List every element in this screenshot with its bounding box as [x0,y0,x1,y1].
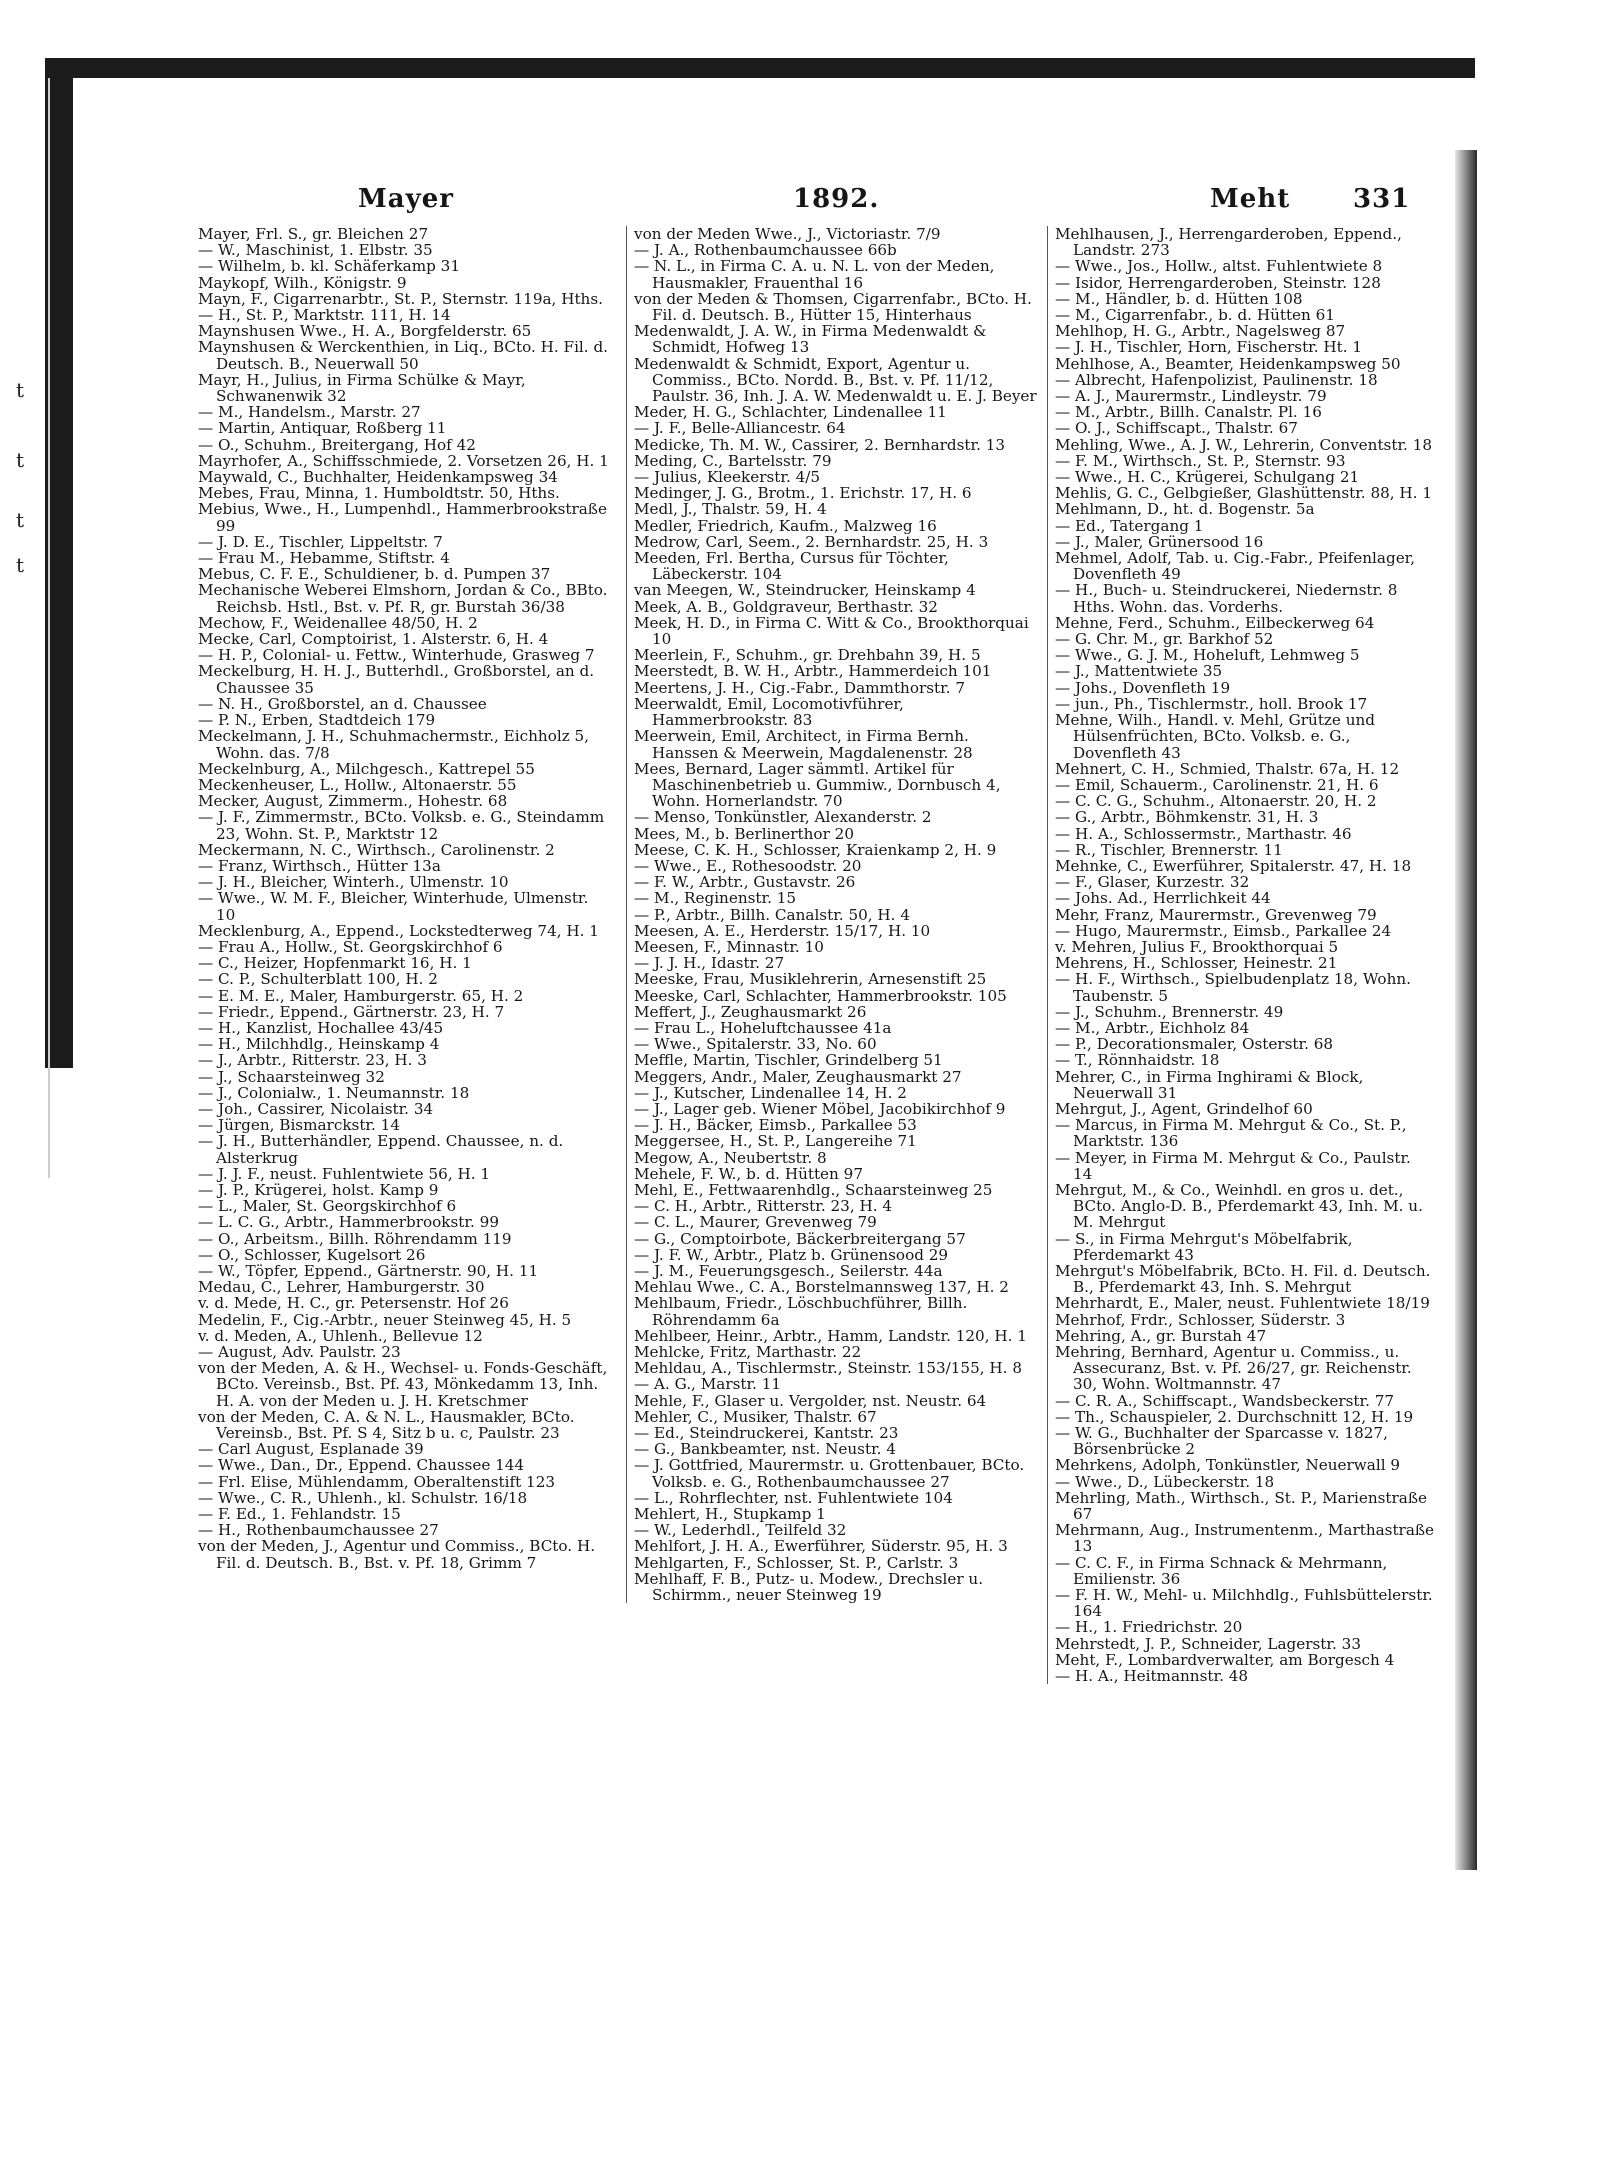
directory-entry: Mecklenburg, A., Eppend., Lockstedterweg 74, H. 1 [198,921,599,940]
directory-entry: Meckelburg, H. H. J., Butterhdl., Großborstel, an d. Chaussee 35 [198,662,595,697]
directory-entry: Mehrmann, Aug., Instrumentenm., Marthastraße 13 [1055,1521,1435,1556]
directory-entry: — G. Chr. M., gr. Barkhof 52 [1055,630,1274,649]
directory-entry: Meerlein, F., Schuhm., gr. Drehbahn 39, H. 5 [634,646,981,665]
directory-entry: Meckermann, N. C., Wirthsch., Carolinenstr. 2 [198,840,555,859]
directory-entry: — C. L., Maurer, Grevenweg 79 [634,1213,877,1232]
page-number: 331 [1353,184,1411,214]
directory-entry: Mehling, Wwe., A. J. W., Lehrerin, Conventstr. 18 [1055,435,1433,454]
directory-entry: — Frau M., Hebamme, Stiftstr. 4 [198,549,450,568]
header-last-name: Meht [1210,184,1291,214]
directory-entry: — H., Kanzlist, Hochallee 43/45 [198,1018,444,1037]
directory-entry: — Friedr., Eppend., Gärtnerstr. 23, H. 7 [198,1002,505,1021]
directory-entry: von der Meden, A. & H., Wechsel- u. Fonds-Geschäft, BCto. Vereinsb., Bst. Pf. 43, Mönkedamm 13, Inh. H. A. von der Meden u. J. H. Kretschmer [198,1359,608,1410]
directory-entry: Medelin, F., Cig.-Arbtr., neuer Steinweg 45, H. 5 [198,1310,572,1329]
directory-entry: — Martin, Antiquar, Roßberg 11 [198,419,447,438]
column-2 [626,226,1039,1603]
directory-entry: Meffert, J., Zeughausmarkt 26 [634,1002,867,1021]
directory-entry: — Wwe., Dan., Dr., Eppend. Chaussee 144 [198,1456,525,1475]
directory-entry: Medler, Friedrich, Kaufm., Malzweg 16 [634,516,937,535]
directory-entry: — Wwe., W. M. F., Bleicher, Winterhude, Ulmenstr. 10 [198,889,589,924]
directory-entry: — Jürgen, Bismarckstr. 14 [198,1116,400,1135]
directory-entry: — Joh., Cassirer, Nicolaistr. 34 [198,1099,434,1118]
directory-entry: Meek, H. D., in Firma C. Witt & Co., Brookthorquai 10 [634,613,1029,649]
directory-entry: Mayn, F., Cigarrenarbtr., St. P., Sternstr. 119a, Hths. [198,289,603,308]
directory-entry: Mehrgut, J., Agent, Grindelhof 60 [1055,1099,1313,1118]
directory-entry: Mehlbeer, Heinr., Arbtr., Hamm, Landstr. 120, H. 1 [634,1326,1027,1345]
directory-entry: — N. L., in Firma C. A. u. N. L. von der Meden, Hausmakler, Frauenthal 16 [634,257,995,292]
previous-page-strip [0,78,50,1178]
directory-entry: Maynshusen & Werckenthien, in Liq., BCto. H. Fil. d. Deutsch. B., Neuerwall 50 [198,338,608,373]
directory-entry: — J. Gottfried, Maurermstr. u. Grottenbauer, BCto. Volksb. e. G., Rothenbaumchaussee 27 [634,1456,1025,1491]
directory-entry: — J., Schaarsteinweg 32 [198,1067,385,1086]
directory-entry: — Wilhelm, b. kl. Schäferkamp 31 [198,257,460,276]
directory-entry: — J. F., Belle-Alliancestr. 64 [634,419,846,438]
directory-entry: — Wwe., C. R., Uhlenh., kl. Schulstr. 16/18 [198,1488,528,1507]
directory-entry: — J. H., Tischler, Horn, Fischerstr. Ht. 1 [1055,338,1363,357]
directory-entry: — A. G., Marstr. 11 [634,1375,782,1394]
directory-entry: — J., Mattentwiete 35 [1055,662,1223,681]
directory-entry: Mehlbaum, Friedr., Löschbuchführer, Billh. Röhrendamm 6a [634,1294,968,1329]
header-year: 1892. [793,184,880,214]
directory-entry: Mehlis, G. C., Gelbgießer, Glashüttenstr. 88, H. 1 [1055,484,1432,503]
page-header [198,184,1438,224]
directory-entry: Mehrer, C., in Firma Inghirami & Block, Neuerwall 31 [1055,1067,1364,1102]
header-first-name: Mayer [358,184,454,214]
margin-fragment: t [16,448,25,472]
directory-entry: — O. J., Schiffscapt., Thalstr. 67 [1055,419,1298,438]
directory-entry: Maykopf, Wilh., Königstr. 9 [198,273,407,292]
directory-entry: Mehrhof, Frdr., Schlosser, Süderstr. 3 [1055,1310,1346,1329]
directory-entry: — Wwe., H. C., Krügerei, Schulgang 21 [1055,468,1360,487]
directory-entry: Mehlhose, A., Beamter, Heidenkampsweg 50 [1055,354,1401,373]
directory-entry: Mehldau, A., Tischlermstr., Steinstr. 153/155, H. 8 [634,1359,1022,1378]
directory-entry: — F., Glaser, Kurzestr. 32 [1055,873,1250,892]
directory-entry: Mehlgarten, F., Schlosser, St. P., Carlstr. 3 [634,1553,959,1572]
directory-entry: Mehrens, H., Schlosser, Heinestr. 21 [1055,954,1338,973]
directory-entry: Mebes, Frau, Minna, 1. Humboldtstr. 50, Hths. [198,484,560,503]
directory-entry: Meerwaldt, Emil, Locomotivführer, Hammerbrookstr. 83 [634,694,904,730]
directory-entry: Medl, J., Thalstr. 59, H. 4 [634,500,827,519]
directory-entry: — S., in Firma Mehrgut's Möbelfabrik, Pferdemarkt 43 [1055,1229,1353,1264]
directory-entry: — F. M., Wirthsch., St. P., Sternstr. 93 [1055,451,1346,470]
directory-entry: Mebus, C. F. E., Schuldiener, b. d. Pumpen 37 [198,565,551,584]
directory-entry: Meeske, Frau, Musiklehrerin, Arnesenstift 25 [634,970,987,989]
column-1 [198,226,610,1571]
directory-entry: Mehrhardt, E., Maler, neust. Fuhlentwiete 18/19 [1055,1294,1430,1313]
directory-entry: Maywald, C., Buchhalter, Heidenkampsweg 34 [198,468,558,487]
directory-entry: — J., Colonialw., 1. Neumannstr. 18 [198,1083,470,1102]
directory-entry: von der Meden, J., Agentur und Commiss., BCto. H. Fil. d. Deutsch. B., Bst. v. Pf. 18, Grimm 7 [198,1537,596,1572]
directory-entry: — Wwe., G. J. M., Hoheluft, Lehmweg 5 [1055,646,1360,665]
directory-entry: Mehlert, H., Stupkamp 1 [634,1505,826,1524]
directory-entry: Mehmel, Adolf, Tab. u. Cig.-Fabr., Pfeifenlager, Dovenfleth 49 [1055,549,1416,584]
directory-entry: Mehrkens, Adolph, Tonkünstler, Neuerwall 9 [1055,1456,1401,1475]
directory-entry: Mayer, Frl. S., gr. Bleichen 27 [198,225,429,243]
directory-entry: — J. H., Butterhändler, Eppend. Chaussee, n. d. Alsterkrug [198,1132,564,1167]
directory-entry: Meerwein, Emil, Architect, in Firma Bernh. Hanssen & Meerwein, Magdalenenstr. 28 [634,727,973,762]
directory-entry: — G., Comptoirbote, Bäckerbreitergang 57 [634,1229,966,1248]
directory-entry: — Th., Schauspieler, 2. Durchschnitt 12, H. 19 [1055,1407,1414,1426]
directory-entry: Meckelmann, J. H., Schuhmachermstr., Eichholz 5, Wohn. das. 7/8 [198,727,590,762]
directory-entry: — N. H., Großborstel, an d. Chaussee [198,694,487,713]
directory-entry: v. d. Mede, H. C., gr. Petersenstr. Hof 26 [198,1294,509,1313]
directory-entry: — F. W., Arbtr., Gustavstr. 26 [634,873,856,892]
directory-entry: Meckenheuser, L., Hollw., Altonaerstr. 55 [198,775,517,794]
directory-entry: Meffle, Martin, Tischler, Grindelberg 51 [634,1051,943,1070]
directory-entry: — L., Rohrflechter, nst. Fuhlentwiete 104 [634,1488,953,1507]
directory-entry: — H., Rothenbaumchaussee 27 [198,1521,439,1540]
directory-entry: Mebius, Wwe., H., Lumpenhdl., Hammerbrookstraße 99 [198,500,607,535]
directory-entry: Medenwaldt & Schmidt, Export, Agentur u. Commiss., BCto. Nordd. B., Bst. v. Pf. 11/12, Paulstr. 36, Inh. J. A. W. Medenwaldt u. E. J. Beyer [634,354,1037,406]
directory-page [198,168,1438,1688]
directory-entry: Mecke, Carl, Comptoirist, 1. Alsterstr. 6, H. 4 [198,630,549,649]
directory-entry: — Menso, Tonkünstler, Alexanderstr. 2 [634,808,932,827]
directory-entry: von der Meden & Thomsen, Cigarrenfabr., BCto. H. Fil. d. Deutsch. B., Hütter 15, Hinterhaus [634,289,1032,325]
directory-entry: Meeden, Frl. Bertha, Cursus für Töchter, Läbeckerstr. 104 [634,549,949,584]
directory-entry: — C. R. A., Schiffscapt., Wandsbeckerstr. 77 [1055,1391,1395,1410]
directory-entry: Mehler, C., Musiker, Thalstr. 67 [634,1407,877,1426]
directory-entry: Mechow, F., Weidenallee 48/50, H. 2 [198,613,478,632]
directory-entry: — M., Handelsm., Marstr. 27 [198,403,421,422]
directory-entry: Mehrgut, M., & Co., Weinhdl. en gros u. det., BCto. Anglo-D. B., Pferdemarkt 43, Inh. M. u. M. Mehrgut [1055,1180,1423,1232]
directory-entry: — J. M., Feuerungsgesch., Seilerstr. 44a [634,1262,943,1280]
directory-entry: Meertens, J. H., Cig.-Fabr., Dammthorstr. 7 [634,678,966,697]
directory-entry: Meesen, A. E., Herderstr. 15/17, H. 10 [634,921,931,940]
directory-entry: — Albrecht, Hafenpolizist, Paulinenstr. 18 [1055,370,1378,389]
directory-entry: von der Meden, C. A. & N. L., Hausmakler, BCto. Vereinsb., Bst. Pf. S 4, Sitz b u. c, Paulstr. 23 [198,1407,575,1443]
directory-entry: Meerstedt, B. W. H., Arbtr., Hammerdeich 101 [634,662,992,681]
directory-entry: Meder, H. G., Schlachter, Lindenallee 11 [634,403,947,422]
directory-entry: — F. Ed., 1. Fehlandstr. 15 [198,1505,401,1524]
directory-entry: Meht, F., Lombardverwalter, am Borgesch 4 [1055,1650,1395,1669]
directory-entry: Mehring, A., gr. Burstah 47 [1055,1326,1267,1345]
directory-entry: — J. F., Zimmermstr., BCto. Volksb. e. G., Steindamm 23, Wohn. St. P., Marktstr 12 [198,808,605,843]
directory-entry: — Frau A., Hollw., St. Georgskirchhof 6 [198,937,503,956]
directory-entry: Mehne, Wilh., Handl. v. Mehl, Grütze und Hülsenfrüchten, BCto. Volksb. e. G., Dovenfleth 43 [1055,711,1376,762]
directory-entry: Mees, M., b. Berlinerthor 20 [634,824,854,843]
directory-entry: von der Meden Wwe., J., Victoriastr. 7/9 [634,225,941,243]
directory-entry: — W. G., Buchhalter der Sparcasse v. 1827, Börsenbrücke 2 [1055,1424,1388,1459]
directory-entry: Mehl, E., Fettwaarenhdlg., Schaarsteinweg 25 [634,1180,993,1199]
directory-entry: Mehlfort, J. H. A., Ewerführer, Süderstr. 95, H. 3 [634,1537,1008,1556]
directory-entry: — H. P., Colonial- u. Fettw., Winterhude, Grasweg 7 [198,646,595,665]
directory-entry: Meggers, Andr., Maler, Zeughausmarkt 27 [634,1067,962,1086]
directory-entry: — H., St. P., Marktstr. 111, H. 14 [198,306,451,325]
directory-entry: Mecker, August, Zimmerm., Hohestr. 68 [198,792,508,811]
directory-entry: — O., Schuhm., Breitergang, Hof 42 [198,435,476,454]
directory-entry: — T., Rönnhaidstr. 18 [1055,1051,1220,1070]
directory-entry: Maynshusen Wwe., H. A., Borgfelderstr. 65 [198,322,532,341]
scan-border-right [1455,150,1477,1870]
directory-entry: — M., Händler, b. d. Hütten 108 [1055,289,1303,308]
directory-entry: — C. P., Schulterblatt 100, H. 2 [198,970,438,989]
directory-entry: — M., Arbtr., Eichholz 84 [1055,1018,1250,1037]
directory-entry: — Julius, Kleekerstr. 4/5 [634,468,821,487]
directory-entry: Mees, Bernard, Lager sämmtl. Artikel für Maschinenbetrieb u. Gummiw., Dornbusch 4, Wohn. Hornerlandstr. 70 [634,759,1001,811]
directory-entry: — Frl. Elise, Mühlendamm, Oberaltenstift 123 [198,1472,556,1491]
directory-entry: Medinger, J. G., Brotm., 1. Erichstr. 17, H. 6 [634,484,972,503]
directory-entry: — H. F., Wirthsch., Spielbudenplatz 18, Wohn. Taubenstr. 5 [1055,970,1411,1005]
directory-entry: — Wwe., D., Lübeckerstr. 18 [1055,1472,1275,1491]
directory-entry: — W., Lederhdl., Teilfeld 32 [634,1521,847,1540]
directory-entry: Megow, A., Neubertstr. 8 [634,1148,827,1167]
directory-entry: Mehlmann, D., ht. d. Bogenstr. 5a [1055,500,1315,519]
directory-entry: — J., Arbtr., Ritterstr. 23, H. 3 [198,1051,427,1070]
scan-border-top [45,58,1475,78]
directory-entry: Meek, A. B., Goldgraveur, Berthastr. 32 [634,597,938,616]
directory-entry: — Carl August, Esplanade 39 [198,1440,424,1459]
directory-entry: Mayr, H., Julius, in Firma Schülke & Mayr, Schwanenwik 32 [198,370,526,406]
directory-entry: — P. N., Erben, Stadtdeich 179 [198,711,436,730]
directory-entry: — Meyer, in Firma M. Mehrgut & Co., Paulstr. 14 [1055,1148,1411,1183]
directory-entry: Medenwaldt, J. A. W., in Firma Medenwaldt & Schmidt, Hofweg 13 [634,322,987,357]
directory-entry: Mehle, F., Glaser u. Vergolder, nst. Neustr. 64 [634,1391,987,1410]
directory-entry: — O., Schlosser, Kugelsort 26 [198,1245,426,1264]
directory-entry: — Isidor, Herrengarderoben, Steinstr. 128 [1055,273,1381,292]
directory-entry: — J., Maler, Grünersood 16 [1055,532,1264,551]
directory-entry: — Johs. Ad., Herrlichkeit 44 [1055,889,1271,908]
directory-entry: Meckelnburg, A., Milchgesch., Kattrepel 55 [198,759,535,778]
directory-entry: Mehlhaff, F. B., Putz- u. Modew., Drechsler u. Schirmm., neuer Steinweg 19 [634,1569,984,1605]
directory-entry: Mehnert, C. H., Schmied, Thalstr. 67a, H. 12 [1055,759,1400,778]
directory-entry: — Wwe., E., Rothesoodstr. 20 [634,856,862,875]
directory-entry: Mechanische Weberei Elmshorn, Jordan & Co., BBto. Reichsb. Hstl., Bst. v. Pf. R, gr. Burstah 36/38 [198,581,608,616]
directory-entry: — G., Arbtr., Böhmkenstr. 31, H. 3 [1055,808,1319,827]
directory-entry: Meeske, Carl, Schlachter, Hammerbrookstr. 105 [634,986,1007,1005]
directory-entry: — H., Milchhdlg., Heinskamp 4 [198,1035,440,1054]
directory-entry: Medrow, Carl, Seem., 2. Bernhardstr. 25, H. 3 [634,532,989,551]
directory-entry: — M., Arbtr., Billh. Canalstr. Pl. 16 [1055,403,1322,422]
directory-entry: — O., Arbeitsm., Billh. Röhrendamm 119 [198,1229,512,1248]
directory-entry: — Frau L., Hoheluftchaussee 41a [634,1018,892,1037]
directory-entry: Medicke, Th. M. W., Cassirer, 2. Bernhardstr. 13 [634,435,1006,454]
directory-entry: — W., Töpfer, Eppend., Gärtnerstr. 90, H. 11 [198,1262,539,1280]
margin-fragment: t [16,508,25,532]
directory-entry: — P., Arbtr., Billh. Canalstr. 50, H. 4 [634,905,910,924]
directory-entry: Meggersee, H., St. P., Langereihe 71 [634,1132,917,1151]
directory-entry: — Johs., Dovenfleth 19 [1055,678,1231,697]
directory-entry: — J. D. E., Tischler, Lippeltstr. 7 [198,532,443,551]
directory-entry: Mehlhausen, J., Herrengarderoben, Eppend., Landstr. 273 [1055,225,1402,260]
directory-entry: — F. H. W., Mehl- u. Milchhdlg., Fuhlsbüttelerstr. 164 [1055,1586,1433,1621]
directory-entry: — C. C. F., in Firma Schnack & Mehrmann, Emilienstr. 36 [1055,1553,1388,1588]
directory-entry: — August, Adv. Paulstr. 23 [198,1343,401,1362]
directory-entry: — J., Schuhm., Brennerstr. 49 [1055,1002,1284,1021]
directory-entry: — Franz, Wirthsch., Hütter 13a [198,856,441,875]
directory-entry: — J. J. H., Idastr. 27 [634,954,785,973]
directory-entry: — J. F. W., Arbtr., Platz b. Grünensood 29 [634,1245,949,1264]
directory-entry: Medau, C., Lehrer, Hamburgerstr. 30 [198,1278,485,1297]
directory-entry: v. Mehren, Julius F., Brookthorquai 5 [1055,937,1339,956]
directory-entry: Meding, C., Bartelsstr. 79 [634,451,832,470]
margin-fragment: t [16,553,25,577]
directory-entry: — Hugo, Maurermstr., Eimsb., Parkallee 24 [1055,921,1392,940]
directory-entry: Mehrling, Math., Wirthsch., St. P., Marienstraße 67 [1055,1488,1427,1524]
directory-entry: Mayrhofer, A., Schiffsschmiede, 2. Vorsetzen 26, H. 1 [198,451,609,470]
directory-entry: — M., Cigarrenfabr., b. d. Hütten 61 [1055,306,1335,325]
directory-entry: — J. H., Bäcker, Eimsb., Parkallee 53 [634,1116,917,1135]
directory-entry: — H., 1. Friedrichstr. 20 [1055,1618,1243,1637]
directory-entry: Mehr, Franz, Maurermstr., Grevenweg 79 [1055,905,1377,924]
directory-entry: — A. J., Maurermstr., Lindleystr. 79 [1055,387,1327,406]
directory-entry: — Wwe., Jos., Hollw., altst. Fuhlentwiete 8 [1055,257,1383,276]
directory-entry: — Wwe., Spitalerstr. 33, No. 60 [634,1035,877,1054]
directory-entry: — L., Maler, St. Georgskirchhof 6 [198,1197,457,1216]
directory-entry: v. d. Meden, A., Uhlenh., Bellevue 12 [198,1326,483,1345]
directory-entry: Mehne, Ferd., Schuhm., Eilbeckerweg 64 [1055,613,1375,632]
directory-entry: — C., Heizer, Hopfenmarkt 16, H. 1 [198,954,472,973]
directory-entry: — G., Bankbeamter, nst. Neustr. 4 [634,1440,896,1459]
directory-entry: — C. H., Arbtr., Ritterstr. 23, H. 4 [634,1197,893,1216]
directory-entry: — J. H., Bleicher, Winterh., Ulmenstr. 10 [198,873,509,892]
directory-entry: — Ed., Tatergang 1 [1055,516,1204,535]
directory-entry: — H. A., Heitmannstr. 48 [1055,1667,1249,1686]
directory-entry: — Ed., Steindruckerei, Kantstr. 23 [634,1424,899,1443]
directory-entry: Mehring, Bernhard, Agentur u. Commiss., u. Assecuranz, Bst. v. Pf. 26/27, gr. Reichenstr. 30, Wohn. Woltmannstr. 47 [1055,1343,1412,1394]
directory-entry: Mehlhop, H. G., Arbtr., Nagelsweg 87 [1055,322,1346,341]
directory-entry: — P., Decorationsmaler, Osterstr. 68 [1055,1035,1334,1054]
directory-entry: Meese, C. K. H., Schlosser, Kraienkamp 2, H. 9 [634,840,997,859]
directory-entry: — Marcus, in Firma M. Mehrgut & Co., St. P., Marktstr. 136 [1055,1116,1407,1151]
directory-entry: — H. A., Schlossermstr., Marthastr. 46 [1055,824,1352,843]
directory-entry: — J. P., Krügerei, holst. Kamp 9 [198,1180,439,1199]
directory-entry: Mehlcke, Fritz, Marthastr. 22 [634,1343,862,1362]
directory-entry: — Emil, Schauerm., Carolinenstr. 21, H. 6 [1055,775,1379,794]
directory-entry: Mehele, F. W., b. d. Hütten 97 [634,1164,863,1183]
directory-entry: Meesen, F., Minnastr. 10 [634,937,824,956]
directory-entry: — jun., Ph., Tischlermstr., holl. Brook 17 [1055,694,1368,713]
directory-entry: Mehrgut's Möbelfabrik, BCto. H. Fil. d. Deutsch. B., Pferdemarkt 43, Inh. S. Mehrgut [1055,1262,1431,1297]
directory-entry: — C. C. G., Schuhm., Altonaerstr. 20, H. 2 [1055,792,1377,811]
directory-entry: — H., Buch- u. Steindruckerei, Niedernstr. 8 Hths. Wohn. das. Vorderhs. [1055,581,1398,616]
directory-entry: — J., Kutscher, Lindenallee 14, H. 2 [634,1083,907,1102]
directory-entry: — L. C. G., Arbtr., Hammerbrookstr. 99 [198,1213,499,1232]
directory-entry: Mehnke, C., Ewerführer, Spitalerstr. 47, H. 18 [1055,856,1412,875]
directory-entry: — M., Reginenstr. 15 [634,889,797,908]
directory-entry: — J., Lager geb. Wiener Möbel, Jacobikirchhof 9 [634,1099,1006,1118]
directory-entry: Mehrstedt, J. P., Schneider, Lagerstr. 33 [1055,1634,1361,1653]
directory-entry: — W., Maschinist, 1. Elbstr. 35 [198,241,433,260]
directory-entry: — E. M. E., Maler, Hamburgerstr. 65, H. 2 [198,986,524,1005]
directory-entry: — J. A., Rothenbaumchaussee 66b [634,241,897,260]
margin-fragment: t [16,378,25,402]
directory-entry: — R., Tischler, Brennerstr. 11 [1055,840,1283,859]
directory-entry: van Meegen, W., Steindrucker, Heinskamp 4 [634,581,976,600]
directory-entry: — J. J. F., neust. Fuhlentwiete 56, H. 1 [198,1164,491,1183]
column-3 [1047,226,1435,1684]
directory-entry: Mehlau Wwe., C. A., Borstelmannsweg 137, H. 2 [634,1278,1009,1297]
